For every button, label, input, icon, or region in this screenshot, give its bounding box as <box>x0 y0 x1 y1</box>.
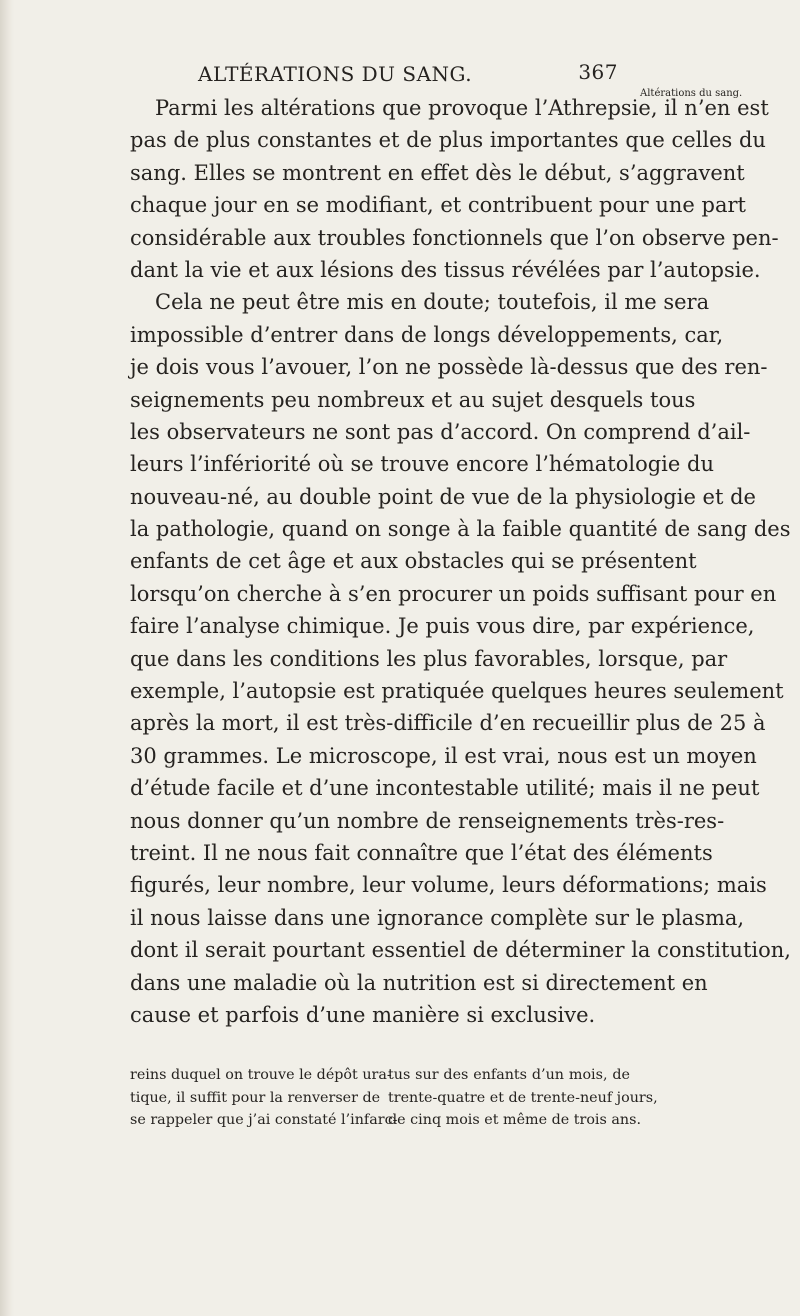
text-line: cause et parfois d’une manière si exclusive. <box>130 1002 596 1027</box>
text-line: lorsqu’on cherche à s’en procurer un poids suffisant pour en <box>130 581 777 606</box>
text-line: 30 grammes. Le microscope, il est vrai, nous est un moyen <box>130 743 757 768</box>
text-line: enfants de cet âge et aux obstacles qui se présentent <box>130 549 697 574</box>
text-line: sang. Elles se montrent en effet dès le début, s’aggravent <box>130 160 745 185</box>
footnote-line: reins duquel on trouve le dépôt ura- <box>130 1067 392 1083</box>
footnotes <box>130 1064 658 1132</box>
footnote-line: se rappeler que j’ai constaté l’infarc- <box>130 1112 398 1128</box>
text-line: que dans les conditions les plus favorables, lorsque, par <box>130 646 728 671</box>
footnote-line: tique, il suffit pour la renverser de <box>130 1089 381 1106</box>
page-number: 367 <box>578 60 618 84</box>
text-line: je dois vous l’avouer, l’on ne possède là-dessus que des ren- <box>130 355 768 380</box>
text-line: chaque jour en se modifiant, et contribuent pour une part <box>130 193 746 218</box>
text-line: les observateurs ne sont pas d’accord. On comprend d’ail- <box>130 419 751 444</box>
text-line: treint. Il ne nous fait connaître que l’état des éléments <box>130 840 713 865</box>
text-line: figurés, leur nombre, leur volume, leurs déformations; mais <box>130 873 767 898</box>
text-line: Parmi les altérations que provoque l’Athrepsie, il n’en est <box>155 96 769 120</box>
text-line: nouveau-né, au double point de vue de la physiologie et de <box>130 484 756 509</box>
text-line: la pathologie, quand on songe à la faible quantité de sang des <box>130 517 791 542</box>
text-line: dans une maladie où la nutrition est si directement en <box>130 970 708 995</box>
text-line: Cela ne peut être mis en doute; toutefois, il me sera <box>155 290 710 315</box>
text-line: dont il serait pourtant essentiel de déterminer la constitution, <box>130 938 791 963</box>
text-line: pas de plus constantes et de plus importantes que celles du <box>130 128 766 153</box>
footnote-line: tus sur des enfants d’un mois, de <box>388 1067 630 1083</box>
running-title: ALTÉRATIONS DU SANG. <box>198 62 473 86</box>
footnote-column-right <box>388 1064 658 1132</box>
margin-note: Altérations du sang. <box>640 88 743 99</box>
text-line: il nous laisse dans une ignorance complète sur le plasma, <box>130 905 745 930</box>
text-line: leurs l’infériorité où se trouve encore l’hématologie du <box>130 452 714 477</box>
text-line: nous donner qu’un nombre de renseignements très-res- <box>130 808 725 833</box>
footnote-line: de cinq mois et même de trois ans. <box>388 1112 642 1128</box>
text-line: considérable aux troubles fonctionnels que l’on observe pen- <box>130 225 779 250</box>
text-line: impossible d’entrer dans de longs développements, car, <box>130 322 724 347</box>
text-line: faire l’analyse chimique. Je puis vous dire, par expérience, <box>130 614 755 639</box>
text-line: d’étude facile et d’une incontestable utilité; mais il ne peut <box>130 776 760 801</box>
footnote-line: trente-quatre et de trente-neuf jours, <box>388 1089 658 1106</box>
text-line: après la mort, il est très-difficile d’en recueillir plus de 25 à <box>130 711 766 736</box>
text-line: seignements peu nombreux et au sujet desquels tous <box>130 387 696 412</box>
text-line: exemple, l’autopsie est pratiquée quelques heures seulement <box>130 679 784 704</box>
page-binding-shadow <box>0 0 14 1316</box>
page-header <box>198 62 618 94</box>
text-line: dant la vie et aux lésions des tissus révélées par l’autopsie. <box>130 257 761 282</box>
footnote-column-left <box>130 1064 398 1132</box>
